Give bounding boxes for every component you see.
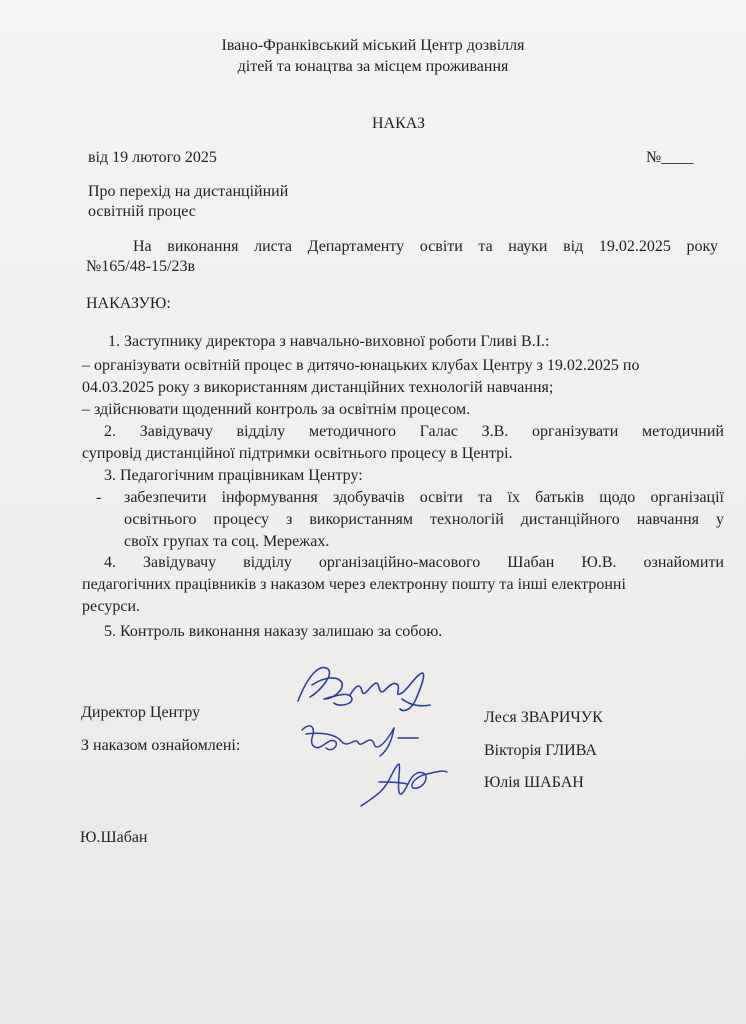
- item-1: 1. Заступнику директора з навчально-виховної роботи Гливі В.І.:: [108, 333, 550, 350]
- item-5: 5. Контроль виконання наказу залишаю за собою.: [104, 623, 443, 640]
- footer-author: Ю.Шабан: [80, 829, 148, 846]
- item-1-sub2: – здійснювати щоденний контроль за освітнім процесом.: [82, 401, 471, 418]
- item-3-line1: забезпечити інформування здобувачів освіти та їх батьків щодо організації: [124, 489, 724, 506]
- document-title: НАКАЗ: [372, 115, 425, 132]
- item-3: 3. Педагогічним працівникам Центру:: [104, 467, 363, 484]
- order-word: НАКАЗУЮ:: [86, 295, 171, 312]
- subject-line2: освітній процес: [88, 203, 196, 220]
- item-3-line2: освітнього процесу з використанням технологій дистанційного навчання у: [124, 511, 724, 528]
- person-3-name: Юлія ШАБАН: [484, 774, 584, 791]
- document-number: №____: [646, 149, 694, 166]
- preamble-line1: На виконання листа Департаменту освіти та науки від 19.02.2025 року: [133, 238, 718, 255]
- preamble-line2: №165/48-15/23в: [86, 258, 196, 275]
- item-2-line2: супровід дистанційної підтримки освітнього процесу в Центрі.: [82, 445, 513, 462]
- director-signature: [290, 655, 440, 715]
- org-name-line2: дітей та юнацтва за місцем проживання: [237, 58, 509, 75]
- acknowledgement-signature-3: [355, 752, 455, 812]
- item-3-dash: -: [96, 489, 102, 506]
- item-3-line3: своїх групах та соц. Мережах.: [124, 533, 330, 550]
- item-2-line1: 2. Завідувачу відділу методичного Галас З.В. організувати методичний: [104, 423, 724, 440]
- org-name-line1: Івано-Франківський міський Центр дозвілля: [221, 37, 525, 54]
- subject-line1: Про перехід на дистанційний: [88, 183, 289, 200]
- acknowledged-label: З наказом ознайомлені:: [81, 737, 241, 754]
- item-4-line1: 4. Завідувачу відділу організаційно-масового Шабан Ю.В. ознайомити: [104, 554, 724, 571]
- item-1-sub1-line2: 04.03.2025 року з використанням дистанційних технологій навчання;: [82, 379, 554, 396]
- director-title: Директор Центру: [81, 704, 201, 721]
- director-name: Леся ЗВАРИЧУК: [484, 709, 603, 726]
- item-1-sub1-line1: – організувати освітній процес в дитячо-юнацьких клубах Центру з 19.02.2025 по: [82, 357, 640, 374]
- document-date: від 19 лютого 2025: [88, 149, 217, 166]
- item-4-line3: ресурси.: [82, 598, 141, 615]
- person-2-name: Вікторія ГЛИВА: [484, 742, 597, 759]
- item-4-line2: педагогічних працівників з наказом через електронну пошту та інші електронні: [82, 576, 626, 593]
